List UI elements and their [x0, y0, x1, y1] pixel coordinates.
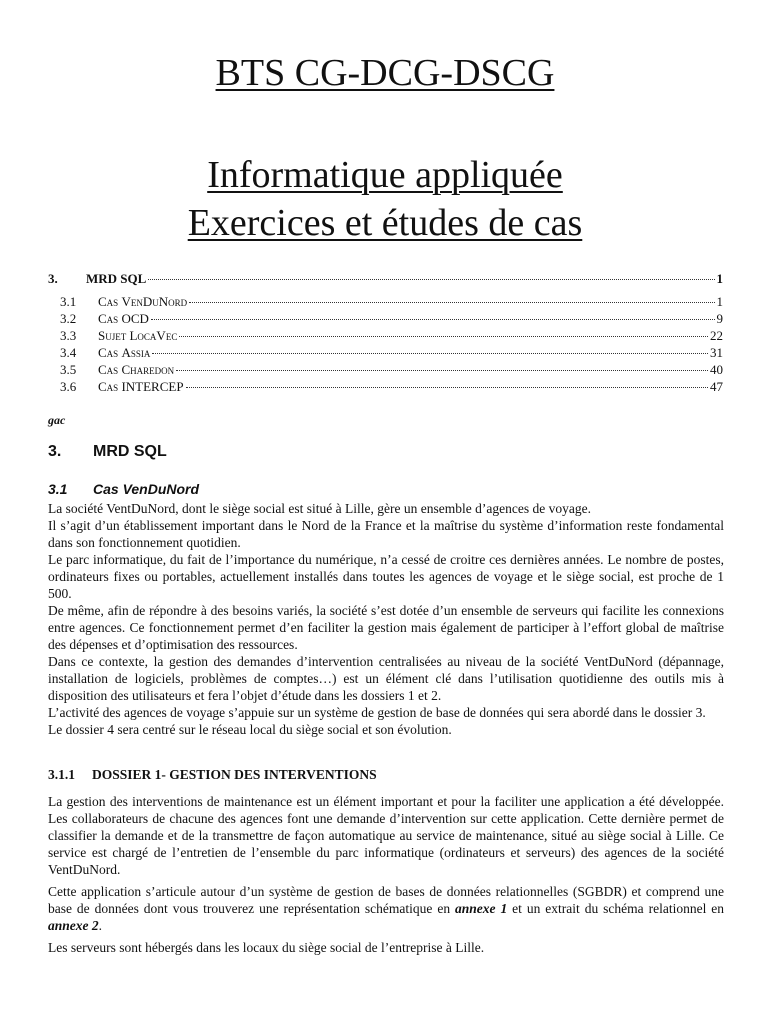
paragraph-text: . [98, 918, 102, 933]
dossier-text [48, 793, 724, 961]
section-number: 3. [48, 443, 62, 460]
toc-entry-page: 22 [710, 328, 723, 343]
toc-entry-page: 47 [710, 379, 723, 394]
toc-entry-name: Charedon [121, 362, 175, 377]
toc-entry-number: 3.5 [60, 362, 77, 377]
toc-leader-dots [151, 319, 715, 320]
toc-entry-number: 3.1 [60, 294, 77, 309]
document-title-line2: Informatique appliquée [207, 154, 563, 196]
toc-entry-page: 1 [716, 294, 723, 309]
paragraph: La gestion des interventions de maintenance est un élément important et pour la faciliter une application a été développée. Les collaborateurs de chacune des agences font une demande d’intervention sur cette application. Cette dernière permet de classifier la demande et de la transmettre de façon automatique au service de maintenance, situé au siège social à Lille. Ce service est chargé de l’entretien de l’ensemble du parc informatique (ordinateurs et serveurs) des agences de la société VentDuNord. [48, 794, 724, 877]
paragraph: La société VentDuNord, dont le siège social est situé à Lille, gère un ensemble d’agences de voyage. [48, 501, 591, 516]
subsection-number: 3.1 [48, 481, 68, 497]
toc-entry-page: 40 [710, 362, 723, 377]
toc-leader-dots [176, 370, 708, 371]
toc-entry-prefix: Cas [98, 379, 119, 394]
toc-entry-prefix: Cas [98, 294, 119, 309]
toc-entry-name: Assia [121, 345, 151, 360]
annexe-2-reference: annexe 2 [48, 918, 99, 933]
paragraph: Dans ce contexte, la gestion des demandes d’intervention centralisées au niveau de la société VentDuNord (dépannage, installation de logiciels, problèmes de comptes…) est un élément clé dans l’utilisation quotidienne des outils mis à disposition des utilisateurs et fera l’objet d’étude dans les dossiers 1 et 2. [48, 654, 724, 703]
dossier-number: 3.1.1 [48, 767, 75, 782]
toc-main-entry[interactable] [48, 271, 723, 287]
toc-entry-prefix: Cas [98, 311, 119, 326]
toc-main-number: 3. [48, 271, 58, 286]
toc-main-page: 1 [716, 271, 723, 286]
paragraph: Le dossier 4 sera centré sur le réseau local du siège social et son évolution. [48, 722, 452, 737]
author-label: gac [48, 413, 66, 427]
toc-entry[interactable] [60, 362, 723, 378]
toc-entry-number: 3.4 [60, 345, 77, 360]
dossier-heading [48, 767, 377, 783]
toc-entry-name: VenDuNord [121, 294, 188, 309]
toc-entry-number: 3.6 [60, 379, 77, 394]
toc-entry-name: LocaVec [129, 328, 178, 343]
toc-leader-dots [189, 302, 714, 303]
intro-text [48, 500, 724, 738]
paragraph-text: et un extrait du schéma relationnel en [507, 901, 724, 916]
document-title-line3: Exercices et études de cas [187, 202, 583, 244]
paragraph: Les serveurs sont hébergés dans les locaux du siège social de l’entreprise à Lille. [48, 940, 485, 955]
dossier-title: DOSSIER 1- GESTION DES INTERVENTIONS [92, 767, 377, 782]
toc-leader-dots [179, 336, 708, 337]
subsection-title: Cas VenDuNord [93, 481, 200, 497]
paragraph: Il s’agit d’un établissement important dans le Nord de la France et la maîtrise du système d’information reste fondamental dans son fonctionnement quotidien. [48, 518, 724, 550]
toc-entry[interactable] [60, 311, 723, 327]
toc-entry-page: 31 [710, 345, 723, 360]
annexe-1-reference: annexe 1 [455, 901, 508, 916]
toc-entry-prefix: Sujet [98, 328, 127, 343]
toc-entry-prefix: Cas [98, 362, 119, 377]
toc-leader-dots [186, 387, 708, 388]
document-title-line1: BTS CG-DCG-DSCG [215, 52, 555, 94]
toc-entry[interactable] [60, 294, 723, 310]
toc-entry[interactable] [60, 345, 723, 361]
paragraph: L’activité des agences de voyage s’appuie sur un système de gestion de base de données qui sera abordé dans le dossier 3. [48, 705, 706, 720]
paragraph: Le parc informatique, du fait de l’importance du numérique, n’a cessé de croitre ces dernières années. Le nombre de postes, ordinateurs fixes ou portables, actuellement installés dans toutes les agences de voyage et le siège social, est proche de 1 500. [48, 552, 724, 601]
section-heading [48, 443, 167, 461]
toc-entry[interactable] [60, 328, 723, 344]
paragraph-text: Cette application s’articule autour d’un système de gestion de bases de données relationnelles (SGBDR) et comprend une base de données dont vous trouverez une représentation schématique en [48, 884, 724, 916]
subsection-heading [48, 481, 199, 497]
toc-entry-prefix: Cas [98, 345, 119, 360]
toc-entry[interactable] [60, 379, 723, 395]
toc-leader-dots [152, 353, 708, 354]
toc-main-label: MRD SQL [86, 271, 147, 286]
toc-entry-number: 3.3 [60, 328, 77, 343]
section-title: MRD SQL [93, 443, 167, 460]
paragraph: De même, afin de répondre à des besoins variés, la société s’est dotée d’un ensemble de serveurs qui facilite les connexions entre agences. Ce fonctionnement permet d’en faciliter la gestion mais également de participer à l’effort global de maîtrise des dépenses et d’optimisation des ressources. [48, 603, 724, 652]
toc-entry-number: 3.2 [60, 311, 77, 326]
paragraph [48, 883, 724, 934]
toc-entry-page: 9 [716, 311, 723, 326]
toc-entry-name: OCD [121, 311, 149, 326]
toc-entry-name: INTERCEP [121, 379, 184, 394]
toc-leader-dots [148, 279, 714, 280]
